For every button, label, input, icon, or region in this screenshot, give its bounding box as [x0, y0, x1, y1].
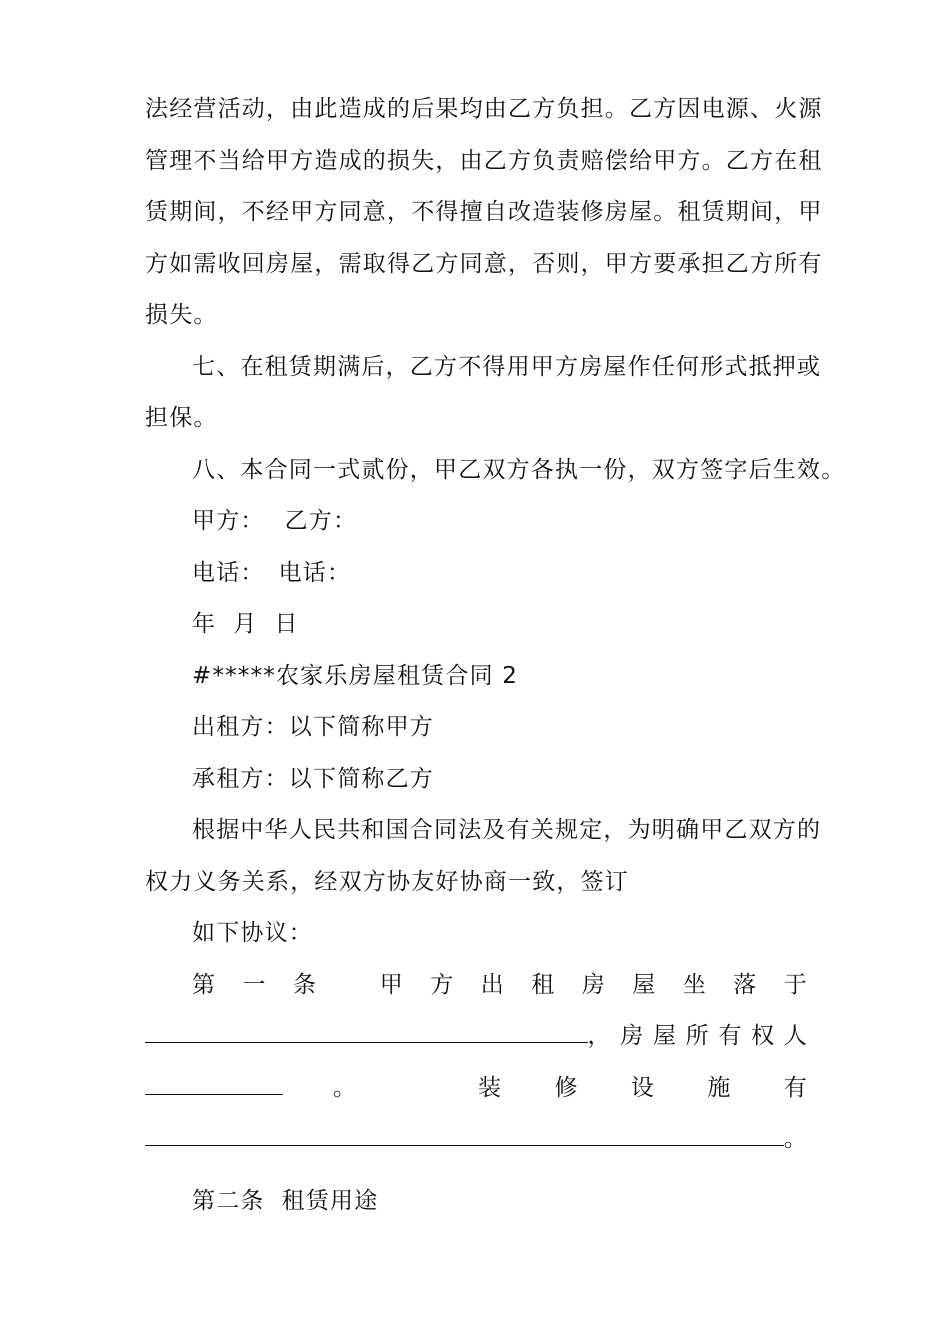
signature-phones	[145, 548, 808, 600]
article-one-char: 施	[707, 1074, 732, 1101]
article-one-char: 租	[531, 971, 556, 998]
article-one-text: 。	[333, 1074, 358, 1101]
clause-seven-line: 担保。	[145, 405, 218, 431]
phone-b-label: 电话：	[278, 559, 352, 586]
fill-in-blank	[145, 1076, 283, 1095]
lessee-line: 承租方：以下简称乙方	[192, 765, 434, 792]
article-one-char: 条	[293, 971, 318, 998]
article-one-char: 设	[630, 1074, 656, 1101]
article-one-char: 于	[783, 971, 808, 998]
contract-title: #*****农家乐房屋租赁合同 2	[192, 662, 519, 689]
article-one-spacer	[344, 960, 354, 1012]
article-one-char: 第	[192, 971, 217, 998]
article-one-char: 一	[242, 971, 267, 998]
paragraph-line: 法经营活动，由此造成的后果均由乙方负担。乙方因电源、火源	[145, 96, 823, 122]
basis-line: 权力义务关系，经双方协友好协商一致，签订	[145, 868, 629, 895]
article-one-char: 装	[478, 1074, 503, 1101]
paragraph-line: 方如需收回房屋，需取得乙方同意，否则，甲方要承担乙方所有	[145, 250, 823, 277]
article-one-char: 有	[783, 1074, 808, 1101]
article-one-char: 甲	[379, 971, 404, 998]
article-one-words	[478, 1063, 808, 1115]
document-body	[145, 84, 846, 1227]
article-one-text: ， 房 屋 所 有 权 人	[587, 1023, 808, 1049]
article-one-char: 坐	[682, 971, 707, 998]
paragraph-line: 损失。	[145, 302, 218, 328]
article-one-char: 房	[581, 971, 606, 998]
article-one-text: 。	[783, 1126, 808, 1152]
paragraph-line: 赁期间，不经甲方同意，不得擅自改造装修房屋。租赁期间，甲	[145, 199, 823, 225]
phone-a-label: 电话：	[192, 559, 265, 586]
article-one-char: 落	[733, 971, 758, 998]
clause-eight: 八、本合同一式贰份，甲乙双方各执一份，双方签字后生效。	[192, 456, 846, 483]
article-two-heading: 第二条 租赁用途	[192, 1187, 379, 1214]
signature-date: 年 月 日	[192, 611, 299, 637]
article-one-line	[145, 1011, 808, 1063]
article-one-line	[145, 1114, 808, 1166]
party-b-label: 乙方：	[284, 508, 358, 534]
fill-in-blank	[145, 1127, 784, 1146]
paragraph-line: 管理不当给甲方造成的损失，由乙方负责赔偿给甲方。乙方在租	[145, 147, 823, 174]
agreement-line: 如下协议：	[192, 920, 313, 946]
article-one-line	[145, 1063, 808, 1115]
signature-parties	[145, 496, 808, 548]
article-one-line	[145, 960, 808, 1012]
article-one-char: 方	[430, 971, 455, 998]
clause-seven-line: 七、在租赁期满后，乙方不得用甲方房屋作任何形式抵押或	[192, 353, 822, 380]
article-one-char: 屋	[632, 971, 657, 998]
article-one-char: 出	[480, 971, 505, 998]
fill-in-blank	[145, 1024, 588, 1043]
party-a-label: 甲方：	[192, 508, 265, 534]
article-one-char: 修	[554, 1074, 579, 1101]
lessor-line: 出租方：以下简称甲方	[192, 714, 434, 740]
basis-line: 根据中华人民共和国合同法及有关规定，为明确甲乙双方的	[192, 817, 822, 843]
